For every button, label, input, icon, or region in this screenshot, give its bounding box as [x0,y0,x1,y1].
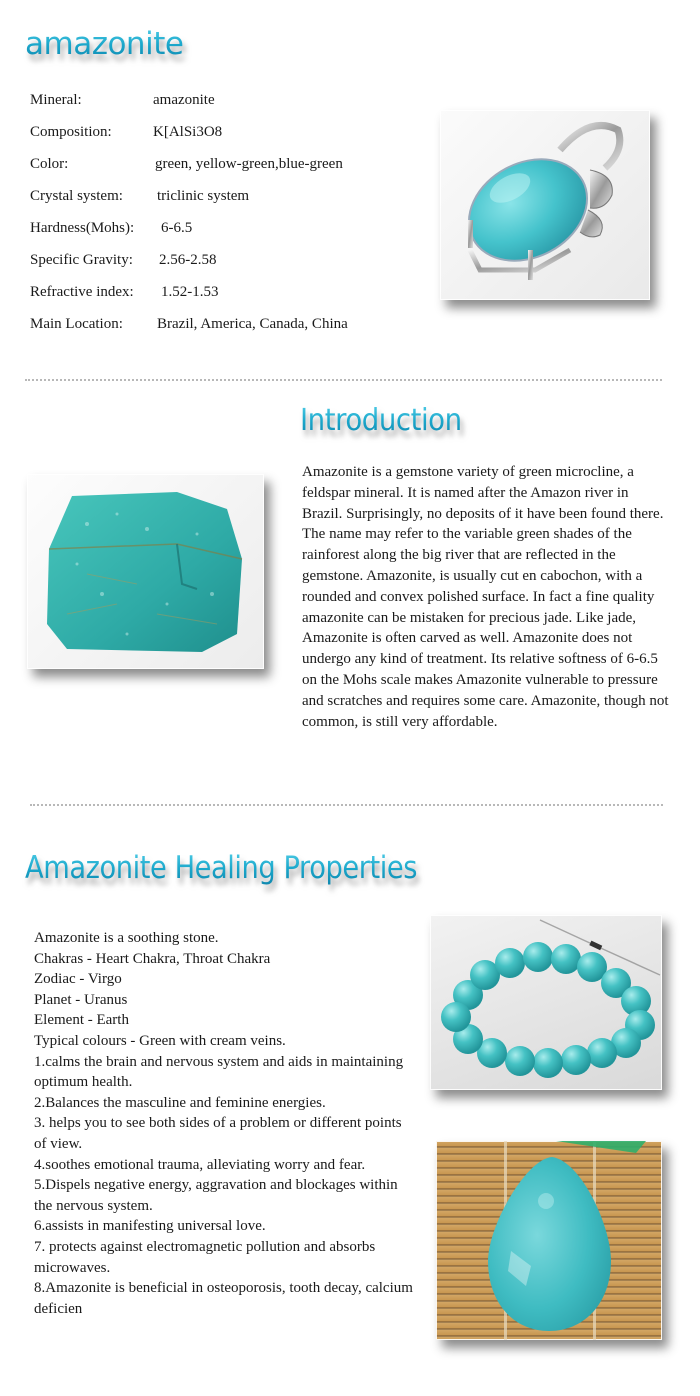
property-label: Crystal system: [30,188,123,204]
healing-benefit-4: 4.soothes emotional trauma, alleviating worry and fear. [34,1156,366,1173]
property-value: triclinic system [157,188,250,204]
pendant-image [440,110,650,300]
section-divider [30,804,663,806]
property-label: Specific Gravity: [30,252,133,268]
healing-properties-list [34,928,414,1319]
property-value: 2.56-2.58 [159,252,217,268]
property-value: green, yellow-green,blue-green [155,156,343,172]
property-label: Color: [30,156,69,172]
property-value: K[AlSi3O8 [153,124,223,140]
healing-benefit-8: 8.Amazonite is beneficial in osteoporosis, tooth decay, calcium deficien [34,1280,413,1317]
introduction-body: Amazonite is a gemstone variety of green microcline, a feldspar mineral. It is named after the Amazon river in Brazil. Surprisingly, no deposits of it have been found there. The name may refer to the variable green shades of the rainforest along the big river that are reflected in the gemstone. Amazonite, is usually cut en cabochon, with a rounded and convex polished surface. In fact a fine quality amazonite can be mistaken for precious jade. Like jade, Amazonite is often carved as well. Amazonite does not undergo any kind of treatment. Its relative softness of 6-6.5 on the Mohs scale makes Amazonite vulnerable to pressure and scratches and requires some care. Amazonite, though not common, is still very affordable. [302,464,669,730]
bracelet-icon [430,915,662,1090]
section-divider [25,379,662,381]
healing-chakras: Chakras - Heart Chakra, Throat Chakra [34,950,271,967]
property-label: Composition: [30,124,112,140]
property-value: amazonite [153,92,215,108]
healing-planet: Planet - Uranus [34,991,128,1008]
rough-stone-image [27,474,264,669]
rough-stone-icon [27,474,264,669]
healing-intro: Amazonite is a soothing stone. [34,930,219,946]
introduction-heading: Introduction [300,403,462,438]
bracelet-image [430,915,662,1090]
healing-benefit-1: 1.calms the brain and nervous system and aids in maintaining optimum health. [34,1053,404,1091]
healing-benefit-5: 5.Dispels negative energy, aggravation and blockages within the nervous system. [34,1177,398,1214]
healing-colours: Typical colours - Green with cream veins. [34,1032,286,1049]
healing-benefit-6: 6.assists in manifesting universal love. [34,1218,266,1235]
healing-zodiac: Zodiac - Virgo [34,971,122,988]
healing-benefit-7: 7. protects against electromagnetic pollution and absorbs microwaves. [34,1238,376,1276]
healing-properties-heading: Amazonite Healing Properties [25,850,417,886]
property-label: Mineral: [30,92,82,108]
property-value: 1.52-1.53 [161,284,219,300]
pendant-icon [440,110,650,300]
healing-element: Element - Earth [34,1012,129,1029]
property-label: Main Location: [30,316,123,332]
property-value: Brazil, America, Canada, China [157,316,348,332]
teardrop-cabochon-image [436,1141,662,1340]
property-label: Refractive index: [30,284,134,300]
healing-benefit-3: 3. helps you to see both sides of a problem or different points of view. [34,1115,402,1152]
property-value: 6-6.5 [161,220,193,236]
page-title: amazonite [25,26,184,62]
property-label: Hardness(Mohs): [30,220,135,236]
healing-benefit-2: 2.Balances the masculine and feminine energies. [34,1094,326,1111]
teardrop-cabochon-icon [436,1141,662,1340]
